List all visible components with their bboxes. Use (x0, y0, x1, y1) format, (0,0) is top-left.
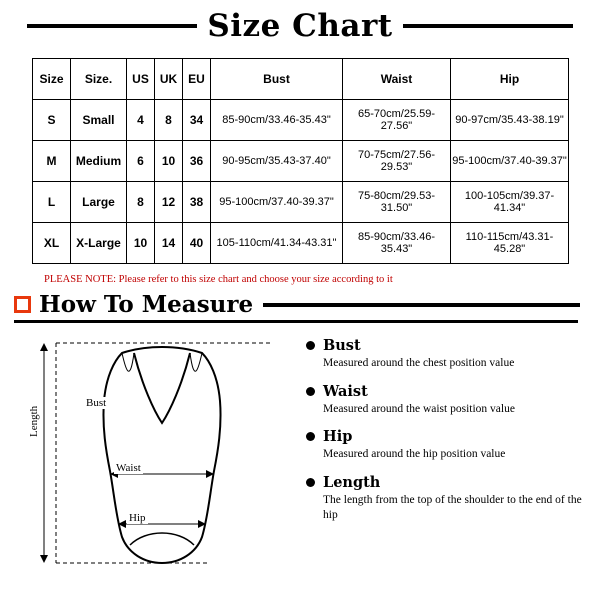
cell-hip: 100-105cm/39.37-41.34" (451, 182, 569, 223)
bullet-dot-icon (306, 478, 315, 487)
table-header-row (33, 59, 569, 100)
cell-uk: 12 (155, 182, 183, 223)
cell-waist: 75-80cm/29.53-31.50" (343, 182, 451, 223)
table-row (33, 223, 569, 264)
page-title: Size Chart (207, 8, 393, 44)
diagram-label-length: Length (28, 405, 40, 437)
diagram-label-waist: Waist (116, 462, 141, 474)
cell-uk: 8 (155, 100, 183, 141)
legend-title: Waist (323, 382, 368, 400)
cell-us: 10 (127, 223, 155, 264)
bullet-dot-icon (306, 432, 315, 441)
legend-item (306, 474, 582, 524)
legend-title: Hip (323, 428, 353, 446)
cell-size-name: X-Large (71, 223, 127, 264)
how-to-measure-rule (263, 303, 580, 307)
cell-bust: 105-110cm/41.34-43.31" (211, 223, 343, 264)
cell-size: S (33, 100, 71, 141)
size-chart-table (32, 58, 569, 264)
diagram-label-bust: Bust (86, 397, 107, 409)
cell-hip: 90-97cm/35.43-38.19" (451, 100, 569, 141)
cell-size-name: Large (71, 182, 127, 223)
title-rule-right (403, 24, 573, 28)
bodysuit-illustration-svg (10, 331, 306, 579)
cell-uk: 14 (155, 223, 183, 264)
cell-hip: 95-100cm/37.40-39.37" (451, 141, 569, 182)
column-header-us: US (127, 59, 155, 100)
size-table-wrap (32, 58, 568, 264)
table-row (33, 182, 569, 223)
cell-size: XL (33, 223, 71, 264)
legend-title: Length (323, 473, 381, 491)
legend-description: Measured around the waist position value (323, 402, 515, 415)
cell-eu: 38 (183, 182, 211, 223)
legend-head (306, 337, 582, 354)
section-underline (14, 320, 578, 323)
cell-us: 4 (127, 100, 155, 141)
column-header-hip: Hip (451, 59, 569, 100)
legend-head (306, 428, 582, 445)
cell-waist: 70-75cm/27.56-29.53" (343, 141, 451, 182)
legend-head (306, 383, 582, 400)
how-to-measure-title: How To Measure (39, 291, 254, 318)
legend-description: The length from the top of the shoulder to the end of the hip (323, 493, 582, 522)
cell-eu: 40 (183, 223, 211, 264)
legend-item (306, 337, 582, 372)
column-header-waist: Waist (343, 59, 451, 100)
cell-us: 6 (127, 141, 155, 182)
bullet-dot-icon (306, 387, 315, 396)
how-to-measure-header (14, 291, 600, 318)
legend-title: Bust (323, 337, 361, 354)
cell-hip: 110-115cm/43.31-45.28" (451, 223, 569, 264)
legend-description: Measured around the chest position value (323, 357, 515, 369)
cell-waist: 85-90cm/33.46-35.43" (343, 223, 451, 264)
cell-eu: 34 (183, 100, 211, 141)
column-header-size-name: Size. (71, 59, 127, 100)
measure-legend (306, 331, 582, 579)
bodysuit-diagram (10, 331, 306, 579)
column-header-bust: Bust (211, 59, 343, 100)
cell-bust: 95-100cm/37.40-39.37" (211, 182, 343, 223)
legend-item (306, 383, 582, 418)
title-row (0, 8, 600, 44)
cell-size-name: Medium (71, 141, 127, 182)
cell-uk: 10 (155, 141, 183, 182)
cell-us: 8 (127, 182, 155, 223)
cell-size: L (33, 182, 71, 223)
legend-description: Measured around the hip position value (323, 448, 506, 461)
table-row (33, 141, 569, 182)
bullet-dot-icon (306, 341, 315, 350)
measure-section (0, 331, 600, 579)
cell-size: M (33, 141, 71, 182)
diagram-label-hip: Hip (129, 512, 146, 524)
column-header-eu: EU (183, 59, 211, 100)
table-row (33, 100, 569, 141)
title-rule-left (27, 24, 197, 28)
column-header-size: Size (33, 59, 71, 100)
cell-eu: 36 (183, 141, 211, 182)
column-header-uk: UK (155, 59, 183, 100)
cell-size-name: Small (71, 100, 127, 141)
cell-bust: 90-95cm/35.43-37.40" (211, 141, 343, 182)
size-chart-page (0, 8, 600, 608)
legend-item (306, 428, 582, 463)
square-bullet-icon (14, 296, 31, 313)
please-note-text: PLEASE NOTE: Please refer to this size chart and choose your size according to it (44, 274, 393, 285)
cell-waist: 65-70cm/25.59-27.56" (343, 100, 451, 141)
cell-bust: 85-90cm/33.46-35.43" (211, 100, 343, 141)
legend-head (306, 474, 582, 491)
